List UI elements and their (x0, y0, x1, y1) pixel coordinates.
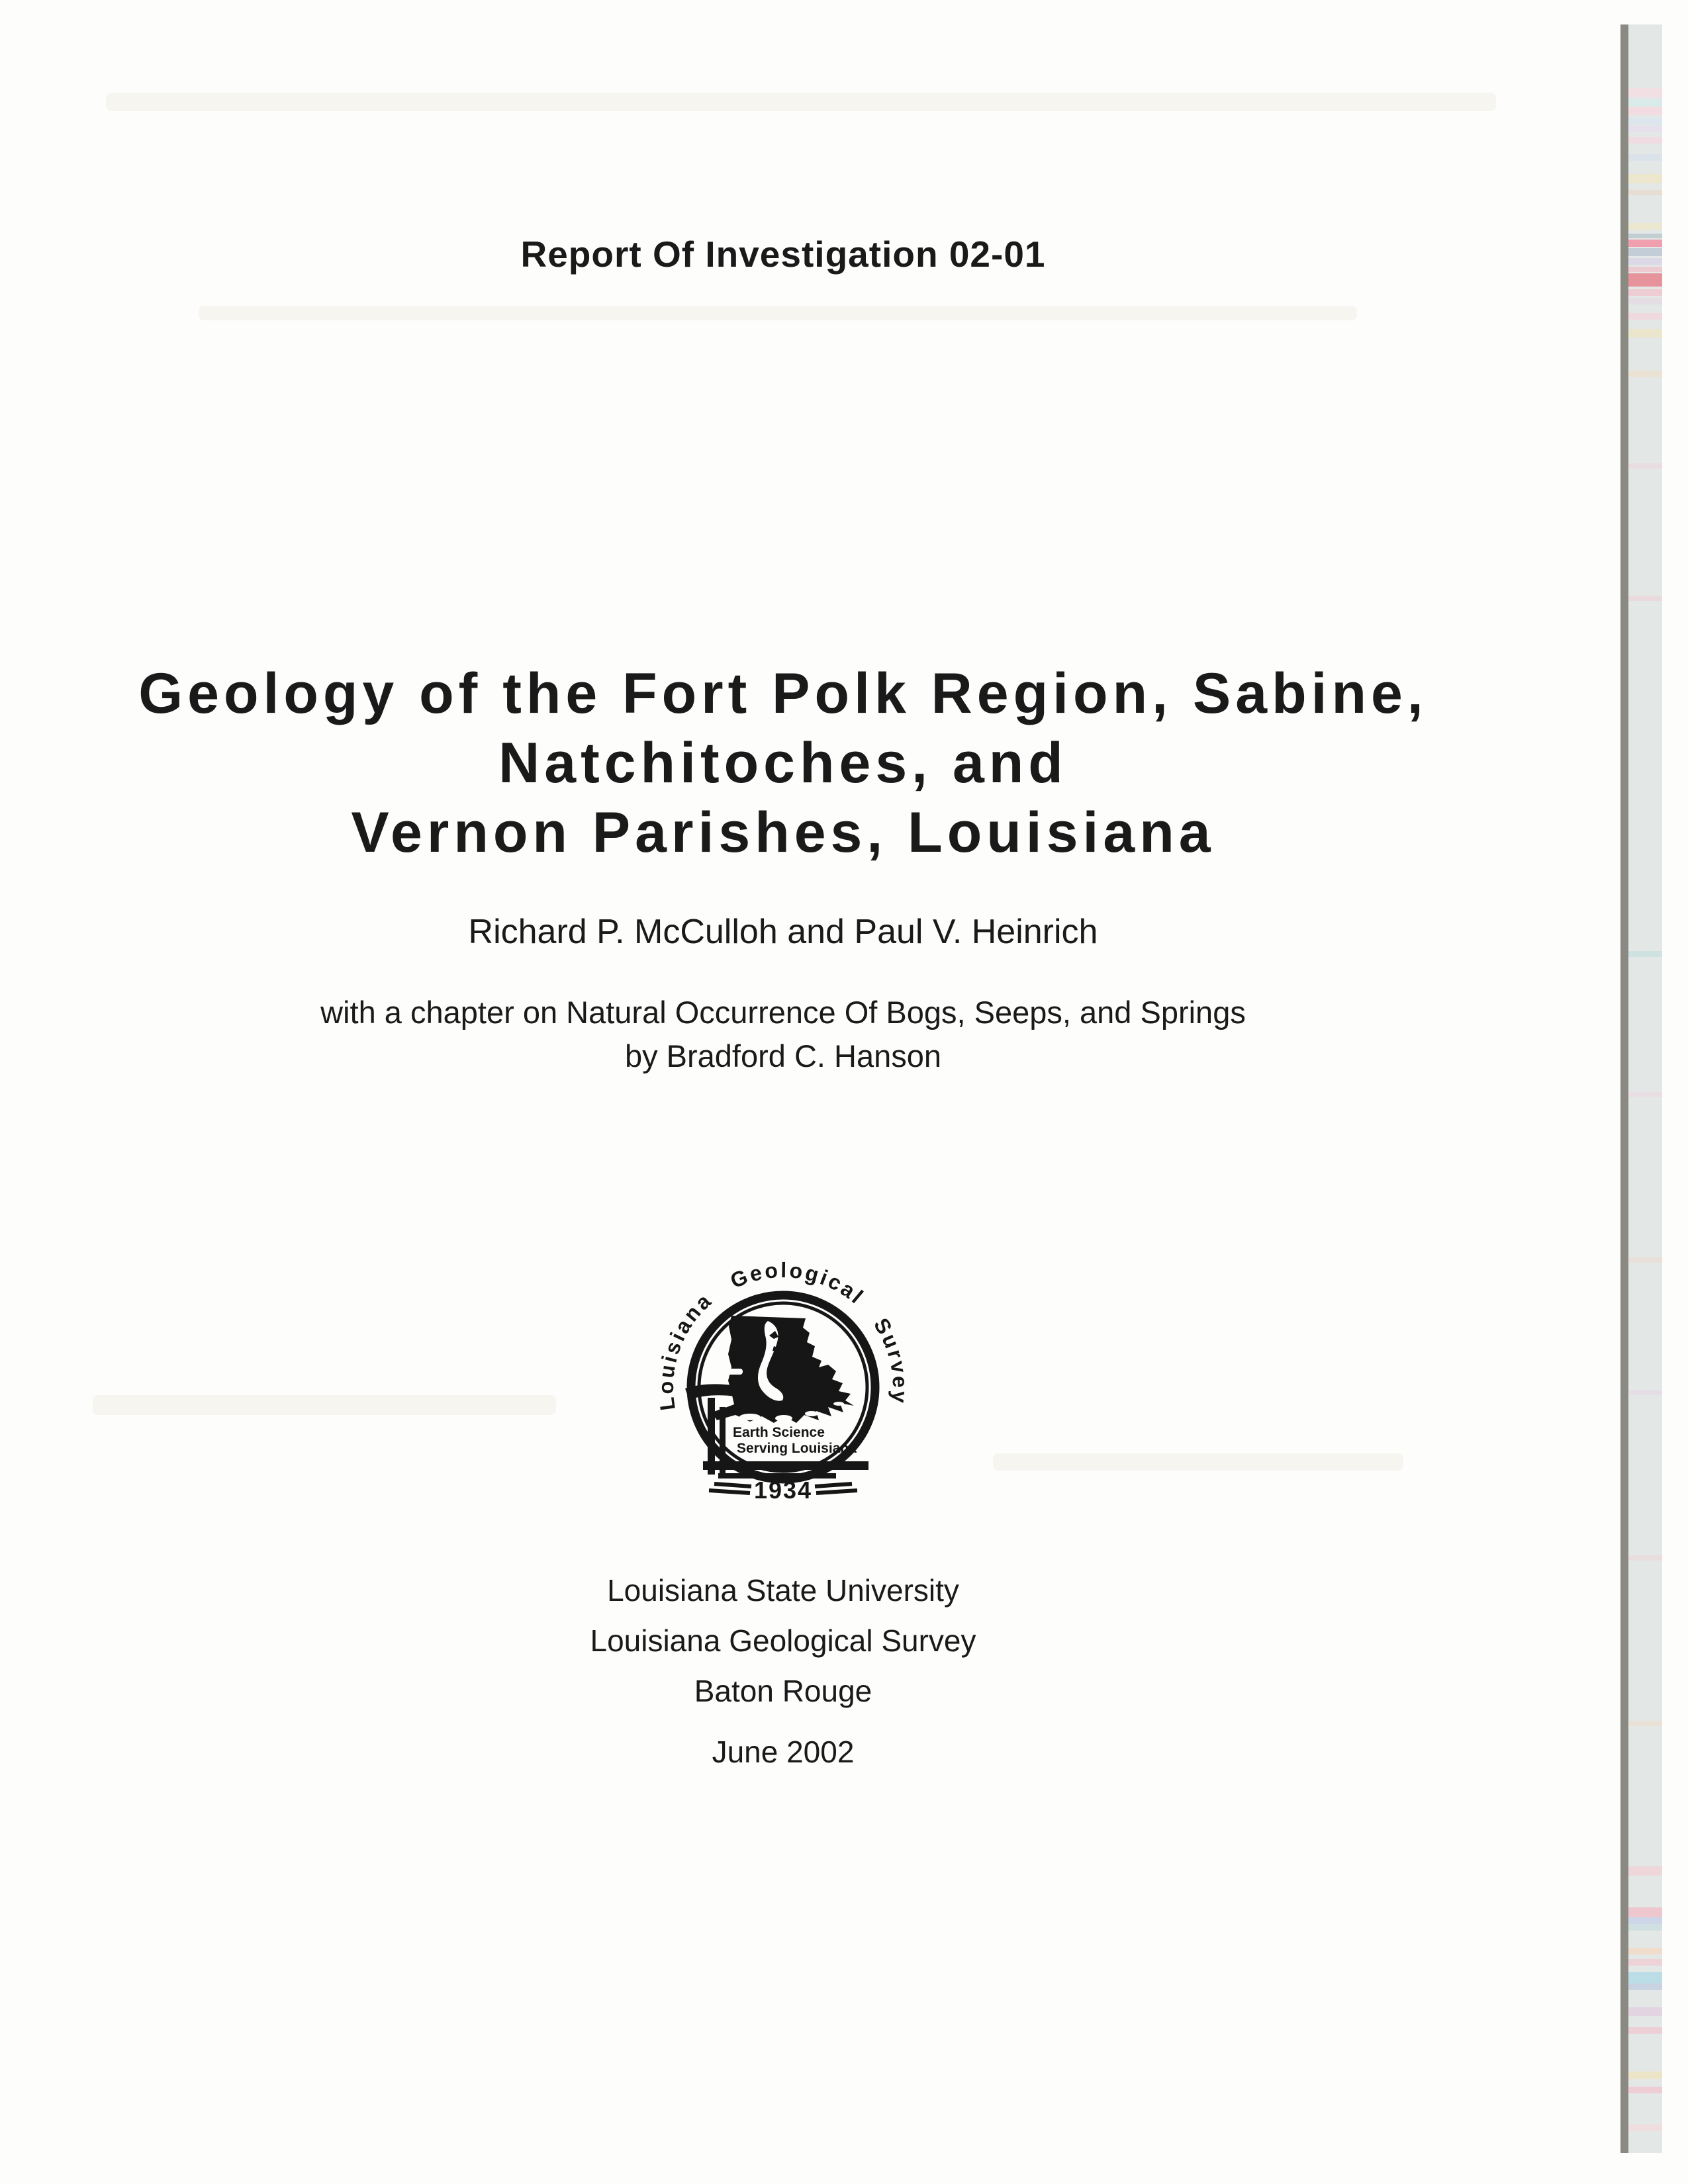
publisher-line-3: Baton Rouge (694, 1674, 872, 1708)
scan-color-band (1628, 240, 1662, 247)
scan-color-band (1628, 88, 1662, 97)
scan-color-band (1628, 313, 1662, 320)
scan-color-band (1628, 1257, 1662, 1263)
map-lake-cutout (725, 1369, 743, 1375)
scan-color-band (1628, 1983, 1662, 1990)
scan-color-band (1628, 1917, 1662, 1924)
seal-ring-text: Louisiana Geological Survey (653, 1257, 913, 1412)
coast-cutout (775, 1415, 792, 1422)
scan-color-band (1628, 329, 1662, 338)
scan-color-band (1628, 258, 1662, 265)
scan-color-band (1628, 2027, 1662, 2034)
scan-color-band (1628, 1092, 1662, 1097)
seal-base-bar (703, 1461, 868, 1470)
scan-color-band (1628, 289, 1662, 296)
title-line-3: Vernon Parishes, Louisiana (351, 801, 1215, 864)
publisher-line-2: Louisiana Geological Survey (590, 1623, 976, 1658)
report-number: Report Of Investigation 02-01 (520, 234, 1046, 275)
scan-edge-line (1620, 24, 1628, 2153)
scan-color-band (1628, 154, 1662, 161)
chapter-note-byline: by Bradford C. Hanson (624, 1038, 942, 1073)
scan-color-band (1628, 190, 1662, 195)
scan-color-band (1628, 126, 1662, 132)
scan-color-band (1628, 1866, 1662, 1876)
scan-color-band (1628, 1555, 1662, 1561)
scan-color-band (1628, 107, 1662, 115)
scan-color-band (1628, 248, 1662, 256)
year-left-flourish (709, 1484, 751, 1493)
scan-noise (199, 306, 1357, 320)
coast-cutout (833, 1402, 844, 1406)
lgs-seal (651, 1257, 915, 1504)
scan-color-band (1628, 1948, 1662, 1954)
scan-color-band (1628, 1907, 1662, 1917)
scan-color-band (1628, 174, 1662, 183)
page-title (0, 659, 1566, 868)
scan-edge-strip (1620, 24, 1663, 2153)
scan-color-band (1628, 1390, 1662, 1395)
scan-color-band (1628, 2071, 1662, 2079)
seal-motto-line-2: Serving Louisiana (737, 1441, 857, 1456)
scan-color-band (1628, 273, 1662, 287)
scan-noise (93, 1395, 556, 1415)
scan-color-band (1628, 2007, 1662, 2016)
title-line-1: Geology of the Fort Polk Region, Sabine, (138, 662, 1428, 725)
scan-color-band (1628, 2087, 1662, 2093)
scan-color-band (1628, 1972, 1662, 1983)
scan-color-band (1628, 99, 1662, 106)
publication-date: June 2002 (712, 1735, 855, 1769)
scan-noise (106, 93, 1496, 111)
publisher-line-1: Louisiana State University (607, 1573, 959, 1608)
authors-line: Richard P. McCulloh and Paul V. Heinrich (468, 913, 1098, 951)
scan-noise (993, 1453, 1403, 1471)
chapter-note (0, 991, 1566, 1078)
publisher-block (0, 1565, 1566, 1716)
scan-color-band (1628, 1959, 1662, 1966)
scan-color-band (1628, 267, 1662, 272)
year-right-flourish (815, 1484, 857, 1493)
scan-strip-body (1628, 24, 1662, 2153)
scan-color-band (1628, 371, 1662, 377)
seal-year: 1934 (753, 1477, 813, 1504)
coast-cutout (739, 1414, 761, 1420)
coast-cutout (805, 1411, 818, 1416)
seal-motto-line-1: Earth Science (733, 1425, 825, 1440)
scan-color-band (1628, 234, 1662, 238)
scan-color-band (1628, 298, 1662, 304)
chapter-note-line: with a chapter on Natural Occurrence Of Bogs, Seeps, and Springs (320, 995, 1246, 1030)
lgs-seal-graphic (651, 1257, 915, 1504)
scan-color-band (1628, 1924, 1662, 1931)
scan-color-band (1628, 2124, 1662, 2131)
title-line-2: Natchitoches, and (498, 731, 1068, 795)
scan-color-band (1628, 951, 1662, 957)
scan-color-band (1628, 463, 1662, 469)
scan-color-band (1628, 596, 1662, 601)
scan-color-band (1628, 118, 1662, 124)
scan-color-band (1628, 1721, 1662, 1726)
scan-color-band (1628, 223, 1662, 230)
scan-color-band (1628, 137, 1662, 144)
